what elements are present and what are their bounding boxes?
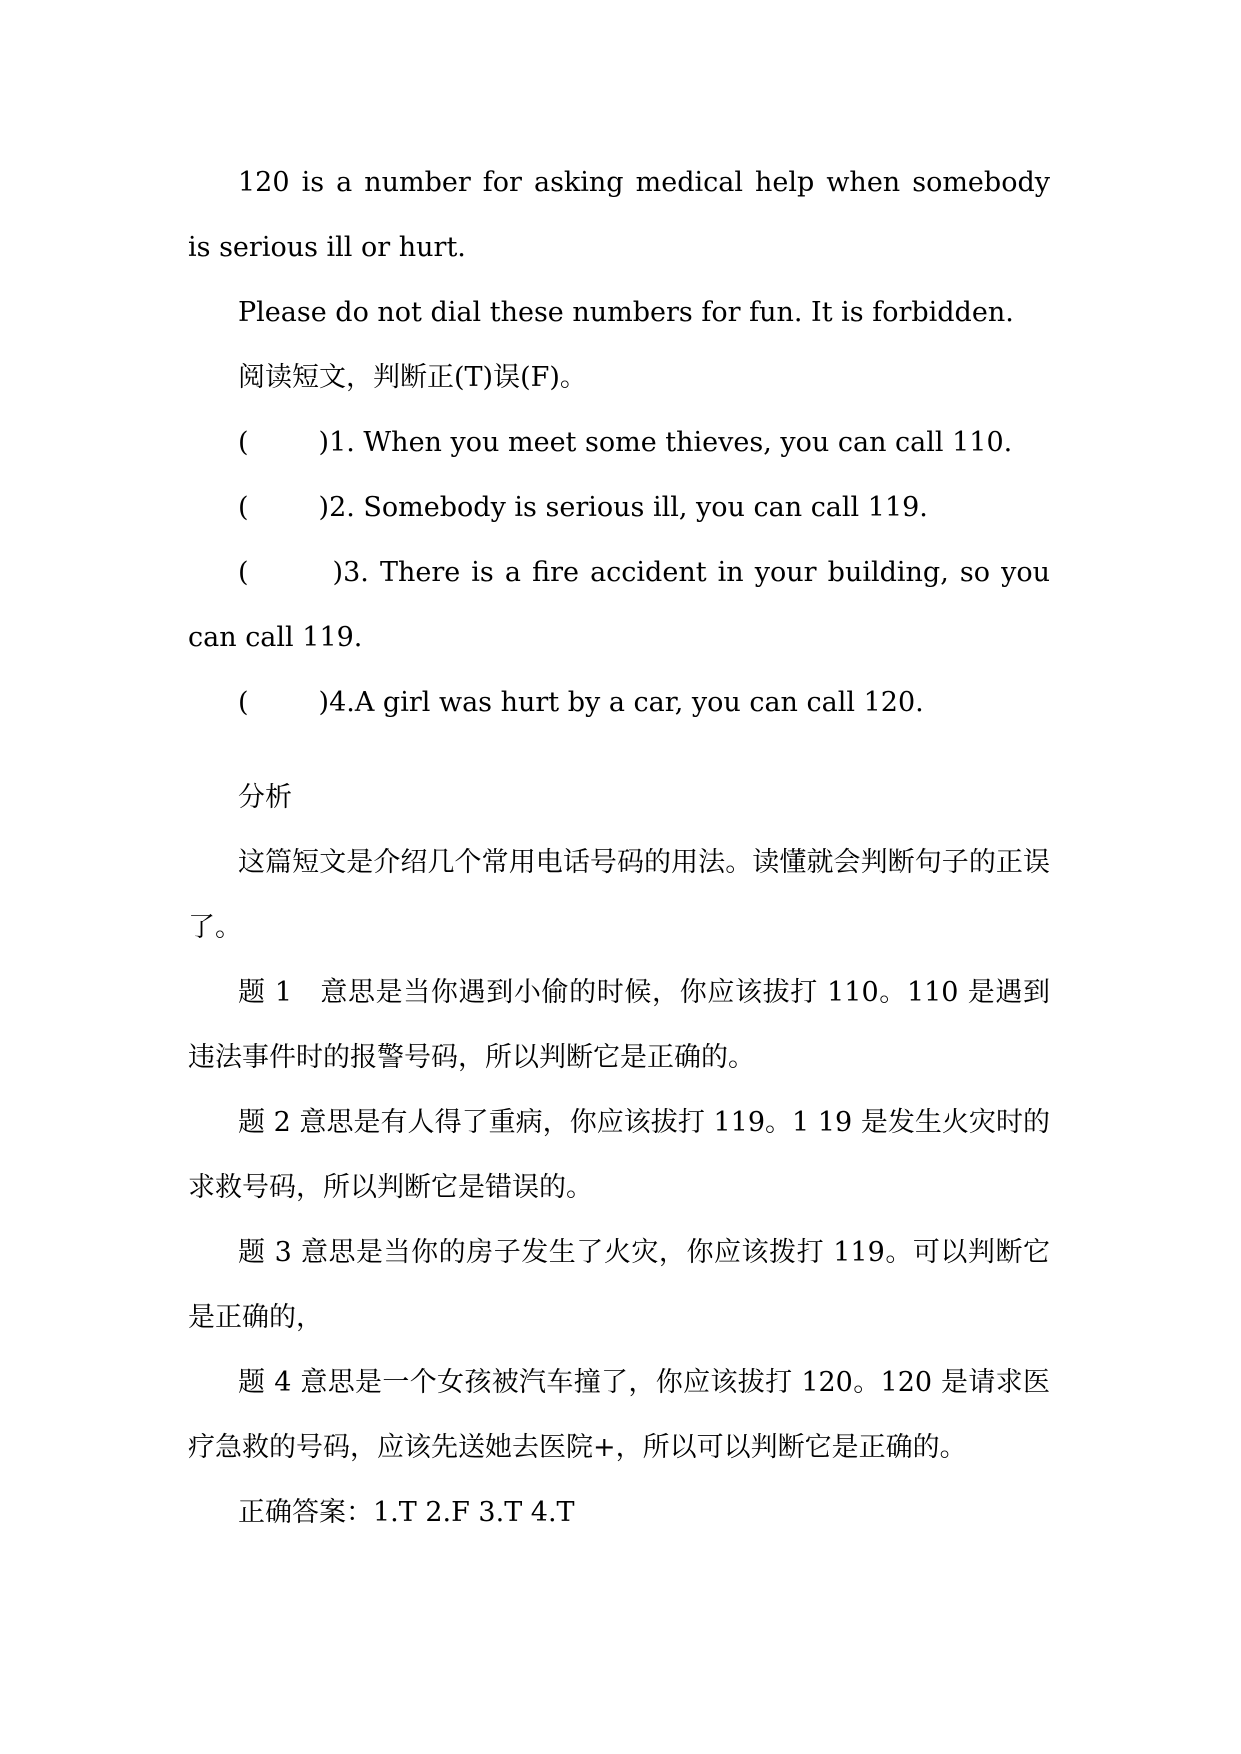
document-body <box>188 150 1050 1545</box>
question-4 <box>188 670 1050 735</box>
instruction-paragraph: 阅读短文，判断正(T)误(F)。 <box>238 362 587 393</box>
analysis-heading: 分析 <box>238 782 292 813</box>
question-text: )2. Somebody is serious ill, you can call 119. <box>318 492 928 523</box>
question-open-paren: ( <box>238 492 249 523</box>
question-text: )4.A girl was hurt by a car, you can call 120. <box>318 687 924 718</box>
explanation-1: 题 1 意思是当你遇到小偷的时候，你应该拔打 110。110 是遇到违法事件时的报警号码，所以判断它是正确的。 <box>188 977 1050 1073</box>
correct-answer: 正确答案：1.T 2.F 3.T 4.T <box>238 1497 575 1528</box>
question-2 <box>188 475 1050 540</box>
warning-paragraph: Please do not dial these numbers for fun. It is forbidden. <box>238 297 1014 328</box>
intro-120-paragraph: 120 is a number for asking medical help when somebody is serious ill or hurt. <box>188 167 1050 263</box>
section-spacer <box>188 735 1050 765</box>
question-1 <box>188 410 1050 475</box>
analysis-summary: 这篇短文是介绍几个常用电话号码的用法。读懂就会判断句子的正误了。 <box>188 847 1050 943</box>
question-text: )3. There is a fire accident in your building, so you can call 119. <box>188 557 1050 653</box>
question-text: )1. When you meet some thieves, you can call 110. <box>318 427 1013 458</box>
explanation-2: 题 2 意思是有人得了重病，你应该拔打 119。1 19 是发生火灾时的求救号码，所以判断它是错误的。 <box>188 1107 1050 1203</box>
question-3 <box>188 540 1050 670</box>
question-open-paren: ( <box>238 557 249 588</box>
explanation-3: 题 3 意思是当你的房子发生了火灾，你应该拨打 119。可以判断它是正确的， <box>188 1237 1050 1333</box>
question-open-paren: ( <box>238 427 249 458</box>
explanation-4: 题 4 意思是一个女孩被汽车撞了，你应该拔打 120。120 是请求医疗急救的号码，应该先送她去医院+，所以可以判断它是正确的。 <box>188 1367 1050 1463</box>
question-open-paren: ( <box>238 687 249 718</box>
